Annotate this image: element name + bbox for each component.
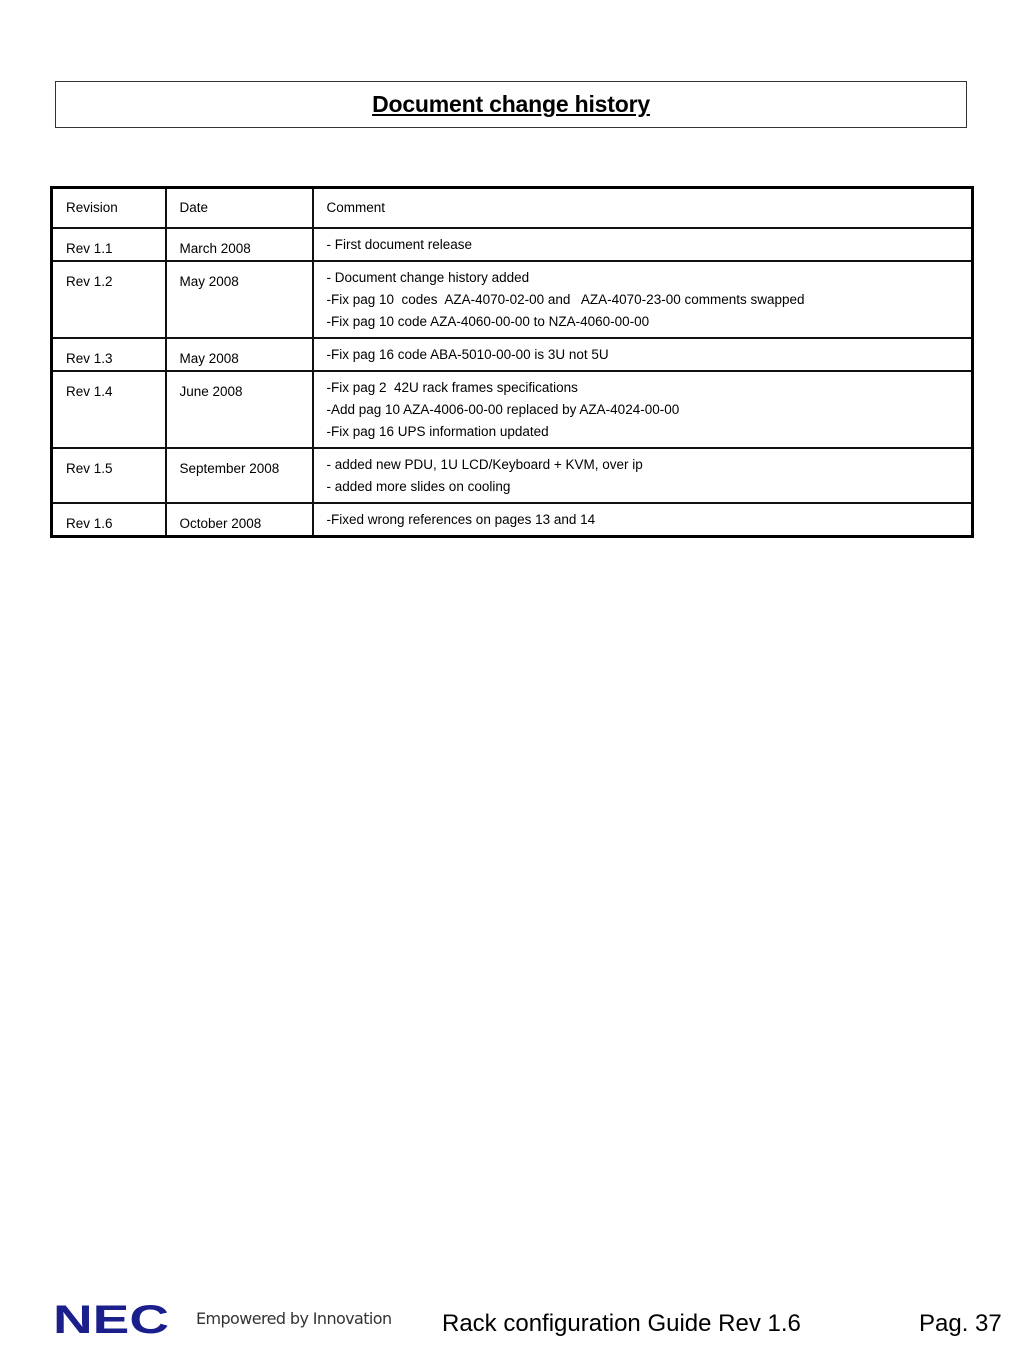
date-cell: March 2008 (166, 228, 313, 261)
comment-line: -Add pag 10 AZA-4006-00-00 replaced by AZA-4024-00-00 (326, 401, 680, 417)
header-date: Date (166, 188, 313, 228)
date-cell: May 2008 (166, 338, 313, 371)
comment-line: -Fix pag 2 42U rack frames specifications (326, 379, 578, 395)
nec-logo-text: NEC (53, 1303, 169, 1335)
comment-line: -Fix pag 16 code ABA-5010-00-00 is 3U not 5U (326, 346, 609, 362)
table-row (52, 228, 973, 261)
comment-line: -Fix pag 16 UPS information updated (326, 423, 549, 439)
comment-line: - added new PDU, 1U LCD/Keyboard + KVM, over ip (326, 456, 643, 472)
comment-line: - Document change history added (326, 269, 530, 285)
comment-cell (313, 448, 973, 503)
title-box (55, 81, 967, 128)
header-revision: Revision (52, 188, 166, 228)
date-cell: May 2008 (166, 261, 313, 338)
table-row (52, 503, 973, 537)
revision-cell: Rev 1.5 (52, 448, 166, 503)
table-header-row (52, 188, 973, 228)
comment-cell (313, 503, 973, 537)
page-number: Pag. 37 (919, 1310, 1002, 1337)
comment-line: -Fix pag 10 codes AZA-4070-02-00 and AZA-4070-23-00 comments swapped (326, 291, 805, 307)
comment-line: -Fix pag 10 code AZA-4060-00-00 to NZA-4060-00-00 (326, 313, 650, 329)
page-title: Document change history (372, 91, 650, 117)
table-row (52, 338, 973, 371)
revision-cell: Rev 1.1 (52, 228, 166, 261)
comment-line: - First document release (326, 236, 473, 252)
revision-cell: Rev 1.2 (52, 261, 166, 338)
header-comment: Comment (313, 188, 973, 228)
date-cell: October 2008 (166, 503, 313, 537)
date-cell: June 2008 (166, 371, 313, 448)
comment-cell (313, 338, 973, 371)
revision-cell: Rev 1.4 (52, 371, 166, 448)
change-history-table (50, 186, 974, 538)
table-row (52, 371, 973, 448)
comment-line: -Fixed wrong references on pages 13 and 14 (326, 511, 596, 527)
revision-cell: Rev 1.6 (52, 503, 166, 537)
table-row (52, 261, 973, 338)
comment-cell (313, 371, 973, 448)
comment-cell (313, 228, 973, 261)
page-footer (0, 1295, 1024, 1355)
revision-cell: Rev 1.3 (52, 338, 166, 371)
tagline: Empowered by Innovation (196, 1309, 392, 1328)
table-row (52, 448, 973, 503)
guide-title: Rack configuration Guide Rev 1.6 (442, 1310, 801, 1337)
comment-cell (313, 261, 973, 338)
nec-logo-icon (53, 1303, 171, 1335)
comment-line: - added more slides on cooling (326, 478, 511, 494)
date-cell: September 2008 (166, 448, 313, 503)
